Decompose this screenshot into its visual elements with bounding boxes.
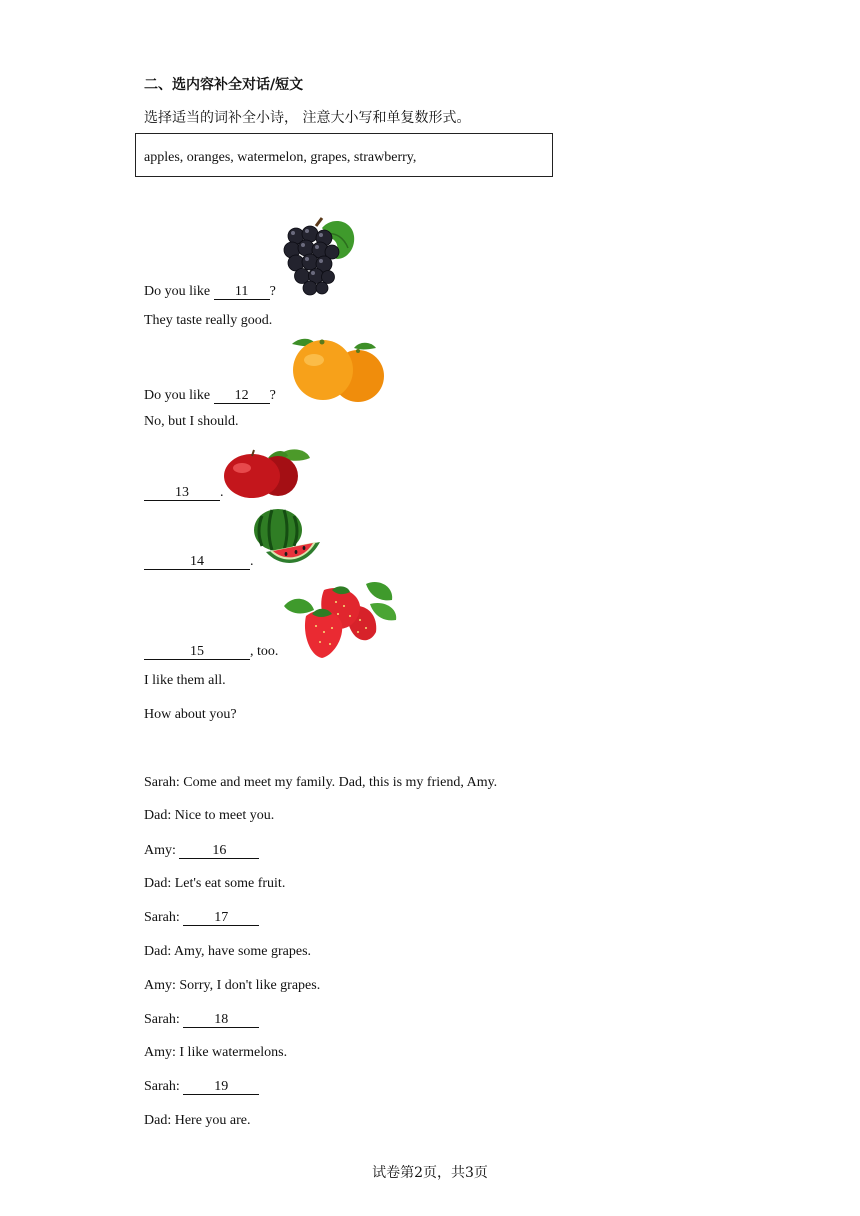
blank-19[interactable]: 19 <box>183 1079 259 1095</box>
poem-line-11: Do you like 11 ? <box>144 284 276 299</box>
word-box <box>135 133 553 177</box>
watermelon-image <box>252 508 322 568</box>
poem-line-11b: They taste really good. <box>144 313 273 328</box>
blank-12[interactable]: 12 <box>214 388 270 404</box>
dialogue-line-11: Dad: Here you are. <box>144 1113 251 1128</box>
dialogue-line-1: Sarah: Come and meet my family. Dad, this is my friend, Amy. <box>144 775 498 790</box>
blank-14[interactable]: 14 <box>144 554 250 570</box>
poem-line-12: Do you like 12 ? <box>144 388 276 403</box>
poem-line-12b: No, but I should. <box>144 414 239 429</box>
section-heading: 二、选内容补全对话/短文 <box>144 77 304 93</box>
apples-image <box>222 446 312 500</box>
poem-line-13: 13 . <box>144 485 224 501</box>
poem-line-15: 15 , too. <box>144 644 278 660</box>
blank-18[interactable]: 18 <box>183 1012 259 1028</box>
dialogue-line-5: Sarah: 17 <box>144 910 259 926</box>
blank-16[interactable]: 16 <box>179 843 259 859</box>
poem-line-14: 14 . <box>144 554 254 570</box>
page-footer: 试卷第2页，共3页 <box>372 1165 488 1181</box>
word-box-text: apples, oranges, watermelon, grapes, strawberry, <box>144 150 417 165</box>
grapes-image <box>282 214 358 298</box>
blank-13[interactable]: 13 <box>144 485 220 501</box>
dialogue-line-4: Dad: Let's eat some fruit. <box>144 876 286 891</box>
dialogue-line-3: Amy: 16 <box>144 843 259 859</box>
blank-15[interactable]: 15 <box>144 644 250 660</box>
blank-11[interactable]: 11 <box>214 284 270 300</box>
dialogue-line-6: Dad: Amy, have some grapes. <box>144 944 312 959</box>
poem-line-about: How about you? <box>144 707 237 722</box>
poem-line-all: I like them all. <box>144 673 226 688</box>
dialogue-line-9: Amy: I like watermelons. <box>144 1045 288 1060</box>
dialogue-line-8: Sarah: 18 <box>144 1012 259 1028</box>
dialogue-line-7: Amy: Sorry, I don't like grapes. <box>144 978 321 993</box>
dialogue-line-10: Sarah: 19 <box>144 1079 259 1095</box>
oranges-image <box>286 336 388 402</box>
dialogue-line-2: Dad: Nice to meet you. <box>144 808 275 823</box>
instruction-text: 选择适当的词补全小诗， 注意大小写和单复数形式。 <box>144 110 471 126</box>
blank-17[interactable]: 17 <box>183 910 259 926</box>
strawberries-image <box>280 576 400 660</box>
